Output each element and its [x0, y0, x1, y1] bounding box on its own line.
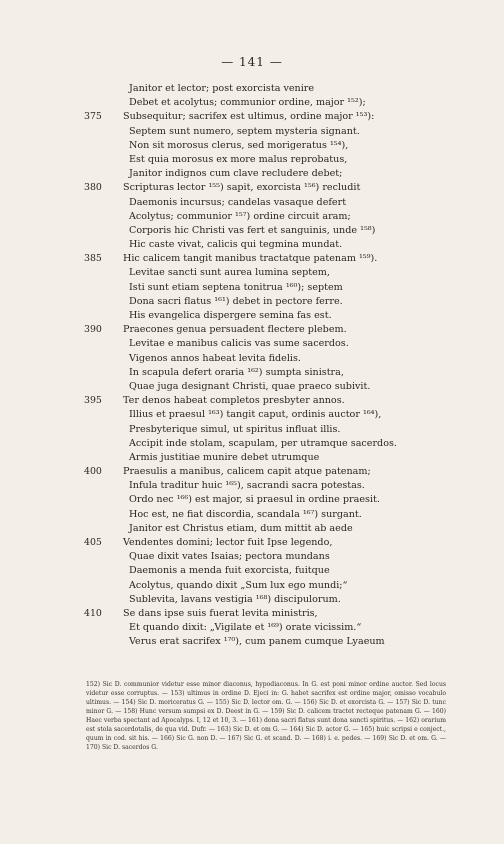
verse-text: His evangelica dispergere semina fas est.: [129, 310, 332, 321]
verse-text: Isti sunt etiam septena tonitrua ¹⁶⁰); septem: [129, 281, 343, 293]
verse-line: [0, 196, 504, 210]
line-number: 375: [84, 111, 102, 123]
verse-line: [0, 536, 504, 550]
verse-text: Dona sacri flatus ¹⁶¹) debet in pectore ferre.: [129, 295, 343, 307]
verse-text: Janitor et lector; post exorcista venire: [129, 83, 315, 94]
verse-line: [0, 167, 504, 181]
line-number: 380: [84, 182, 102, 194]
verse-line: [0, 479, 504, 493]
verse-text: Et quando dixit: „Vigilate et ¹⁶⁹) orate vicissim.“: [129, 622, 362, 634]
verse-line: [0, 309, 504, 323]
verse-text: Subsequitur; sacrifex est ultimus, ordine major ¹⁵³):: [123, 111, 375, 123]
poem-text: [0, 82, 504, 650]
verse-line: [0, 281, 504, 295]
verse-line: [0, 153, 504, 167]
verse-text: Daemonis a menda fuit exorcista, fuitque: [129, 565, 330, 577]
verse-line: [0, 451, 504, 465]
verse-text: In scapula defert oraria ¹⁶²) sumpta sinistra,: [129, 366, 344, 378]
verse-line: [0, 465, 504, 479]
verse-line: [0, 82, 504, 96]
verse-text: Ordo nec ¹⁶⁶) est major, si praesul in ordine praesit.: [129, 494, 380, 506]
verse-line: [0, 323, 504, 337]
verse-line: [0, 423, 504, 437]
verse-line: [0, 593, 504, 607]
verse-text: Debet et acolytus; communior ordine, major ¹⁵²);: [129, 97, 366, 109]
verse-line: [0, 366, 504, 380]
verse-text: Hoc est, ne fiat discordia, scandala ¹⁶⁷) surgant.: [129, 508, 362, 520]
verse-text: Se dans ipse suis fuerat levita ministris,: [123, 607, 318, 619]
verse-text: Janitor indignos cum clave recludere debet;: [129, 168, 343, 180]
verse-line: [0, 508, 504, 522]
verse-line: [0, 352, 504, 366]
page-number: — 141 —: [221, 55, 283, 69]
verse-line: [0, 295, 504, 309]
verse-text: Praecones genua persuadent flectere plebem.: [123, 324, 347, 336]
verse-line: [0, 522, 504, 536]
verse-line: [0, 437, 504, 451]
verse-line: [0, 564, 504, 578]
verse-line: [0, 380, 504, 394]
verse-line: [0, 224, 504, 238]
line-number: 400: [84, 466, 102, 478]
verse-line: [0, 408, 504, 422]
verse-text: Illius et praesul ¹⁶³) tangit caput, ordinis auctor ¹⁶⁴),: [129, 409, 382, 421]
verse-line: [0, 210, 504, 224]
line-number: 385: [84, 253, 102, 265]
verse-text: Praesulis a manibus, calicem capit atque patenam;: [123, 466, 371, 478]
verse-text: Scripturas lector ¹⁵⁵) sapit, exorcista ¹⁵⁶) recludit: [123, 182, 361, 194]
verse-line: [0, 181, 504, 195]
verse-text: Verus erat sacrifex ¹⁷⁰), cum panem cumque Lyaeum: [129, 636, 385, 648]
verse-line: [0, 238, 504, 252]
verse-line: [0, 337, 504, 351]
verse-line: [0, 394, 504, 408]
verse-line: [0, 635, 504, 649]
verse-text: Acolytus; communior ¹⁵⁷) ordine circuit aram;: [129, 210, 351, 222]
verse-line: [0, 493, 504, 507]
verse-text: Acolytus, quando dixit „Sum lux ego mundi;“: [129, 579, 348, 591]
verse-text: Levitae e manibus calicis vas sume sacerdos.: [129, 338, 349, 350]
verse-text: Accipit inde stolam, scapulam, per utramque sacerdos.: [129, 437, 397, 449]
verse-text: Septem sunt numero, septem mysteria signant.: [129, 125, 360, 137]
verse-text: Sublevita, lavans vestigia ¹⁶⁸) discipulorum.: [129, 593, 341, 605]
verse-text: Hic caste vivat, calicis qui tegmina mundat.: [129, 239, 343, 251]
verse-text: Quae dixit vates Isaias; pectora mundans: [129, 551, 330, 563]
verse-line: [0, 252, 504, 266]
line-number: 395: [84, 395, 102, 407]
verse-text: Non sit morosus clerus, sed morigeratus ¹⁵⁴),: [129, 139, 349, 151]
verse-text: Est quia morosus ex more malus reprobatus,: [129, 153, 348, 165]
verse-line: [0, 266, 504, 280]
verse-text: Daemonis incursus; candelas vasaque defert: [129, 196, 347, 208]
verse-text: Corporis hic Christi vas fert et sanguinis, unde ¹⁵⁸): [129, 224, 376, 236]
footnotes: 152) Sic D. communior videtur esse minor diaconus, hypodiaconus. In G. est poni minor ordine auctor. Sed locus videtur esse corruptus. — 153) ultimus in ordine D. Ejeci in: G. habet sacrifex est ordine major, omisso vocabulo ultimus. — 154) Sic D. moriceratus G. — 155) Sic D. lector om. G. — 156) Sic D. et exorcista G. — 157) Sic D. tunc minor G. — 158) Hunc versum sumpsi ex D. Deest in G. — 159) Sic D. calicem tractet recteque patenam G. — 160) Haec verba spectant ad Apocalyps. I, 12 et 10, 3. — 161) dona sacri flatus sunt dona sancti spiritus. — 162) orarium est stola sacerdotalis, de qua vid. Dufr. — 163) Sic D. et om G. — 164) Sic D. actor G. — 165) huic scripsi e conject., quum in cod. sit his. — 166) Sic G. non D. — 167) Sic G. et scand. D. — 168) i. e. pedes. — 169) Sic D. et om. G. — 170) Sic D. sacerdos G.: [86, 681, 446, 751]
verse-text: Ter denos habeat completos presbyter annos.: [123, 395, 345, 407]
verse-text: Quae juga designant Christi, quae praeco subivit.: [129, 380, 371, 392]
verse-line: [0, 621, 504, 635]
line-number: 405: [84, 537, 102, 548]
line-number: 410: [84, 607, 102, 619]
verse-line: [0, 139, 504, 153]
verse-text: Levitae sancti sunt aurea lumina septem,: [129, 267, 330, 279]
verse-text: Armis justitiae munire debet utrumque: [129, 451, 320, 463]
verse-text: Vendentes domini; lector fuit Ipse legendo,: [123, 537, 333, 548]
verse-line: [0, 96, 504, 110]
verse-line: [0, 550, 504, 564]
verse-line: [0, 125, 504, 139]
verse-line: [0, 110, 504, 124]
line-number: 390: [84, 324, 102, 336]
verse-line: [0, 579, 504, 593]
verse-text: Vigenos annos habeat levita fidelis.: [129, 352, 301, 364]
verse-text: Hic calicem tangit manibus tractatque patenam ¹⁵⁹).: [123, 253, 378, 265]
verse-text: Infula traditur huic ¹⁶⁵), sacrandi sacra potestas.: [129, 480, 365, 492]
verse-text: Janitor est Christus etiam, dum mittit ab aede: [129, 522, 353, 534]
verse-text: Presbyterique simul, ut spiritus influat illis.: [129, 423, 341, 435]
verse-line: [0, 607, 504, 621]
